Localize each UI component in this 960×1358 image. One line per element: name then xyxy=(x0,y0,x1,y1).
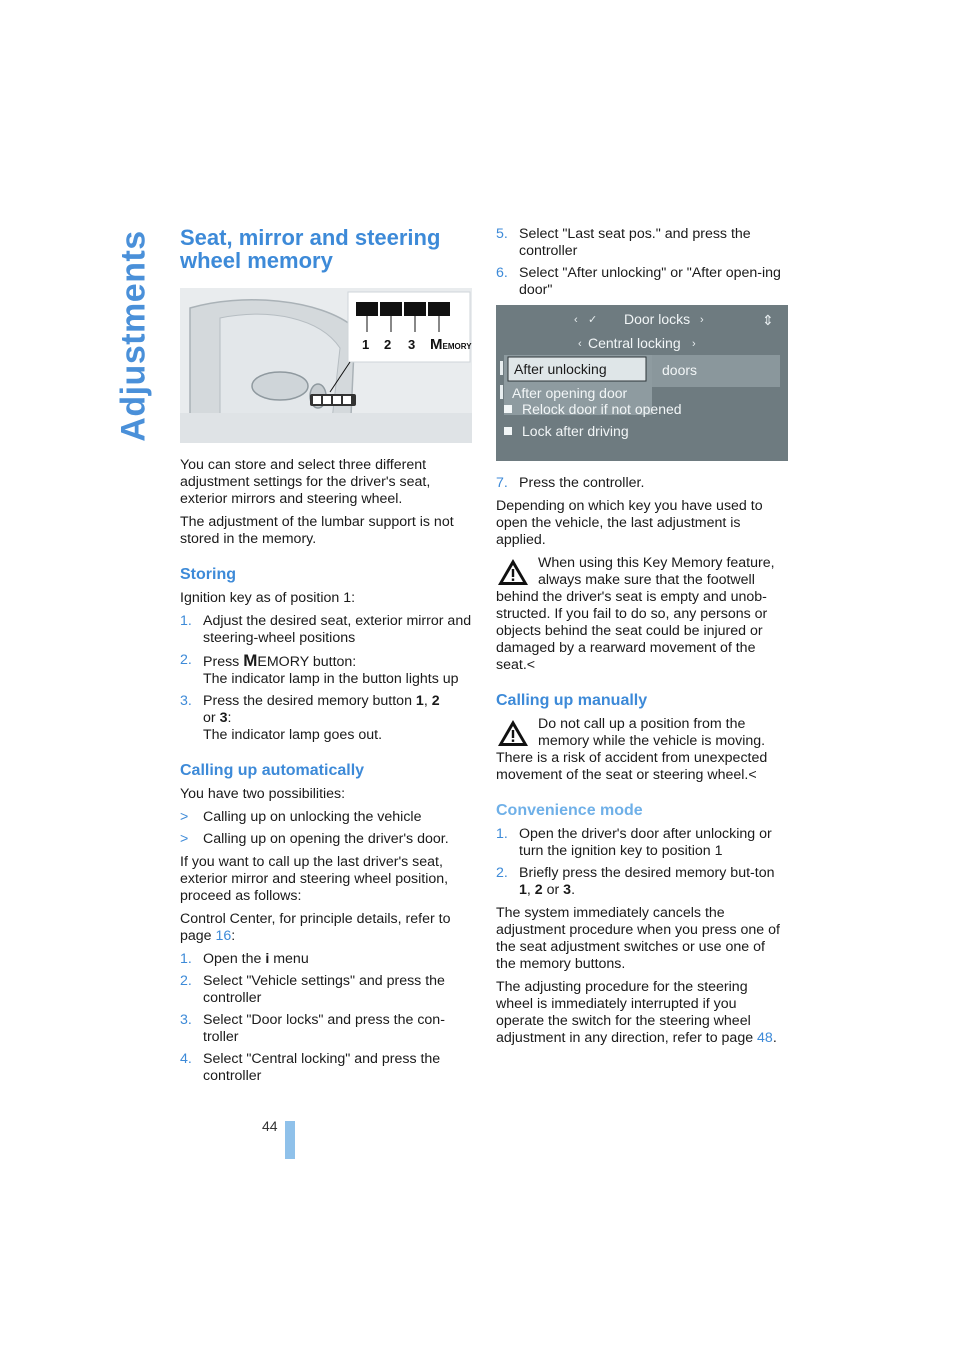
memory-symbol: M xyxy=(243,651,258,670)
key-memory-warning xyxy=(496,555,788,674)
warning-text: Do not call up a position from the memory while the vehicle is moving. There is a risk of accident from unexpected movement of the seat or steering wheel. xyxy=(496,716,768,783)
step-number: 4. xyxy=(180,1051,192,1067)
auto-step-7 xyxy=(496,475,788,492)
menu-side-label: doors xyxy=(662,362,698,378)
seat-figure-label-1: 1 xyxy=(362,337,370,352)
list-item xyxy=(180,951,472,968)
list-item xyxy=(496,865,788,899)
step-text: Select "After unlocking" or "After open-ing door" xyxy=(519,265,781,298)
svg-text:›: › xyxy=(700,314,704,326)
step-text: menu xyxy=(269,951,309,967)
storing-steps xyxy=(180,613,472,744)
menu-check-lock-after-driving: Lock after driving xyxy=(522,423,629,439)
step-number: 3. xyxy=(180,1012,192,1028)
svg-text:‹: ‹ xyxy=(578,338,582,350)
menu-option-after-opening-door: After opening door xyxy=(512,385,628,401)
list-item xyxy=(496,226,788,260)
warning-triangle-icon xyxy=(496,718,530,748)
step-text: Adjust the desired seat, exterior mirror and steering-wheel positions xyxy=(203,613,472,646)
menu-check-relock: Relock door if not opened xyxy=(522,401,682,417)
step-number: 7. xyxy=(496,475,508,491)
menu-row-door-locks: Door locks xyxy=(624,311,691,327)
seat-figure-label-memory: MEMORY xyxy=(430,336,472,353)
menu-row-central-locking: Central locking xyxy=(588,335,681,351)
menu-scroll-icon: ⇕ xyxy=(762,312,774,328)
step-text: Select "Vehicle settings" and press the controller xyxy=(203,973,445,1006)
step-number: 1. xyxy=(180,951,192,967)
convenience-paragraph-1: The system immediately cancels the adjustment procedure when you press one of the seat adjustment switches or use one of the memory buttons. xyxy=(496,905,780,972)
memory-button-strip xyxy=(310,394,356,406)
step-text: : xyxy=(227,710,232,726)
list-item xyxy=(180,652,472,688)
svg-text:›: › xyxy=(692,338,696,350)
step-text: Briefly press the desired memory but-ton xyxy=(519,865,775,881)
end-mark: < xyxy=(748,767,757,783)
step-text: . xyxy=(571,882,576,898)
storing-heading: Storing xyxy=(180,566,236,583)
info-menu-icon: i xyxy=(265,951,270,967)
bullet-mark: > xyxy=(180,809,189,825)
paragraph-text: The adjusting procedure for the steering wheel is immediately interrupted if you operate the switch for the steering wheel adjustment in any direction, refer to page xyxy=(496,979,758,1046)
step-number: 3. xyxy=(180,693,192,709)
paragraph-text: : xyxy=(231,928,236,944)
step-text: The indicator lamp in the button lights up xyxy=(203,671,459,687)
step-text: Press the controller. xyxy=(519,475,645,491)
auto-heading: Calling up automatically xyxy=(180,762,365,779)
step-text: Select "Last seat pos." and press the controller xyxy=(519,226,751,259)
memory-button-number: 1 xyxy=(415,693,424,709)
step-text: Select "Central locking" and press the controller xyxy=(203,1051,441,1084)
page-title: Seat, mirror and steering wheel memory xyxy=(180,225,441,273)
list-item xyxy=(180,831,472,848)
auto-paragraph-2 xyxy=(180,911,472,945)
memory-button-number: 3 xyxy=(563,882,572,898)
list-item xyxy=(496,475,788,492)
sidebar-section-title xyxy=(112,230,156,442)
step-text: or xyxy=(203,710,220,726)
intro-paragraph-1: You can store and select three different adjustment settings for the driver's seat, exterior mirrors and steering wheel. xyxy=(180,457,431,507)
warning-text: When using this Key Memory feature, always make sure that the footwell behind the driver's seat is empty and unob-structed. If you fail to do so, any persons or objects behind the seat could be injured or damaged by a rearward movement of the seat. xyxy=(496,555,775,673)
auto-paragraph-3: Depending on which key you have used to open the vehicle, the last adjustment is applied. xyxy=(496,498,763,548)
intro-paragraph-2: The adjustment of the lumbar support is not stored in the memory. xyxy=(180,514,454,547)
memory-button-number: 2 xyxy=(431,693,440,709)
door-locks-menu-figure xyxy=(496,305,788,461)
svg-text:✓: ✓ xyxy=(588,314,598,326)
convenience-paragraph-2 xyxy=(496,979,788,1047)
memory-button-number: 3 xyxy=(219,710,228,726)
step-text: Press the desired memory button xyxy=(203,693,416,709)
bullet-text: Calling up on unlocking the vehicle xyxy=(203,809,422,825)
left-column xyxy=(180,226,472,1091)
step-text: The indicator lamp goes out. xyxy=(203,727,383,743)
right-column xyxy=(496,226,788,1053)
page-number: 44 xyxy=(262,1118,278,1134)
list-item xyxy=(180,1012,472,1046)
bullet-text: Calling up on opening the driver's door. xyxy=(203,831,449,847)
end-mark: < xyxy=(526,657,536,673)
memory-button-number: 2 xyxy=(534,882,543,898)
list-item xyxy=(180,613,472,647)
convenience-steps xyxy=(496,826,788,899)
auto-paragraph-1: If you want to call up the last driver's seat, exterior mirror and steering wheel position, proceed as follows: xyxy=(180,854,449,904)
auto-steps-right xyxy=(496,226,788,299)
convenience-heading: Convenience mode xyxy=(496,802,643,819)
page-link-48[interactable]: 48 xyxy=(757,1030,773,1046)
auto-bullets xyxy=(180,809,472,848)
seat-memory-figure xyxy=(180,288,472,443)
manual-heading: Calling up manually xyxy=(496,692,648,709)
page-link-16[interactable]: 16 xyxy=(215,928,232,944)
manual-warning xyxy=(496,716,788,784)
step-text: or xyxy=(542,882,564,898)
seat-figure-label-3: 3 xyxy=(408,337,416,352)
bullet-mark: > xyxy=(180,831,189,847)
step-number: 5. xyxy=(496,226,508,242)
list-item xyxy=(180,693,472,744)
step-text: Press xyxy=(203,654,244,670)
door-locks-menu-screen xyxy=(496,305,788,461)
seat-figure-label-2: 2 xyxy=(384,337,392,352)
sidebar-section-label: Adjustments xyxy=(114,230,153,442)
menu-option-after-unlocking: After unlocking xyxy=(514,361,607,377)
list-item xyxy=(496,265,788,299)
storing-lead: Ignition key as of position 1: xyxy=(180,590,356,606)
step-text: Open the driver's door after unlocking or turn the ignition key to position 1 xyxy=(519,826,772,859)
step-number: 6. xyxy=(496,265,508,281)
step-text: , xyxy=(526,882,535,898)
step-number: 1. xyxy=(180,613,192,629)
page-number-bar xyxy=(285,1121,295,1159)
memory-button-number: 1 xyxy=(519,882,527,898)
step-number: 2. xyxy=(180,652,192,668)
auto-steps-left xyxy=(180,951,472,1085)
step-text: , xyxy=(423,693,432,709)
auto-lead: You have two possibilities: xyxy=(180,786,346,802)
list-item xyxy=(496,826,788,860)
svg-text:‹: ‹ xyxy=(574,314,578,326)
step-number: 2. xyxy=(496,865,508,881)
step-number: 1. xyxy=(496,826,508,842)
paragraph-text: Control Center, for principle details, refer to page xyxy=(180,911,451,944)
warning-triangle-icon xyxy=(496,557,530,587)
list-item xyxy=(180,1051,472,1085)
list-item xyxy=(180,973,472,1007)
paragraph-text: . xyxy=(772,1030,777,1046)
step-text: EMORY button: xyxy=(257,654,357,670)
step-text: Open the xyxy=(203,951,266,967)
list-item xyxy=(180,809,472,826)
seat-memory-illustration xyxy=(180,288,472,443)
step-text: Select "Door locks" and press the con-troller xyxy=(203,1012,445,1045)
step-number: 2. xyxy=(180,973,192,989)
